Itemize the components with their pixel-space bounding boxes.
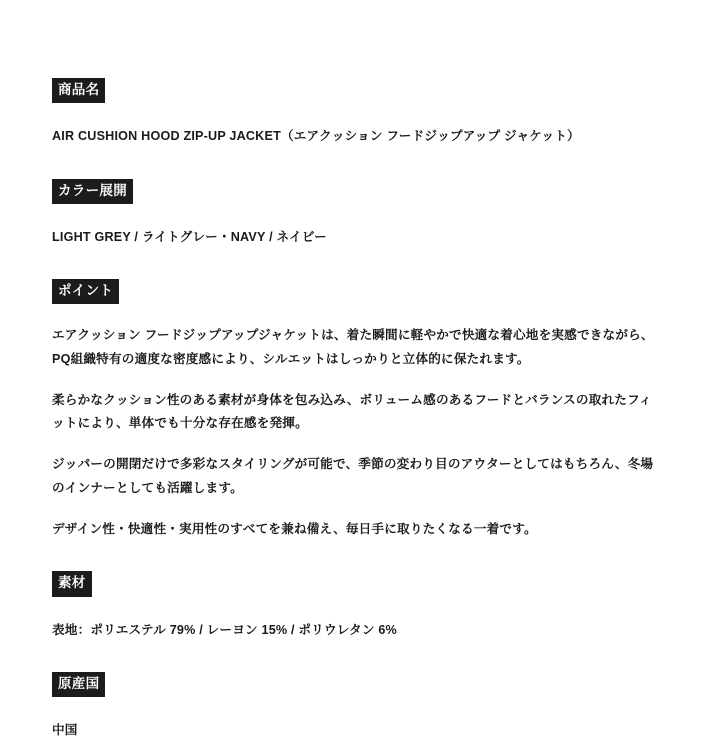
point-paragraph-3: ジッパーの開閉だけで多彩なスタイリングが可能で、季節の変わり目のアウターとしてはもちろん、冬場のインナーとしても活躍します。 — [52, 457, 654, 495]
spacer — [52, 642, 663, 672]
spacer — [52, 249, 663, 279]
section-heading-material: 素材 — [52, 571, 92, 596]
spacer — [52, 541, 663, 571]
section-color-lineup — [52, 179, 663, 250]
section-heading-wrap — [52, 672, 663, 697]
point-paragraph-1: エアクッション フードジップアップジャケットは、着た瞬間に軽やかで快適な着心地を実感できながら、PQ組織特有の適度な密度感により、シルエットはしっかりと立体的に保たれます。 — [52, 328, 654, 366]
section-heading-points: ポイント — [52, 279, 119, 304]
spacer — [52, 149, 663, 179]
spacer — [52, 435, 663, 453]
spacer — [52, 304, 663, 324]
section-points — [52, 279, 663, 541]
spacer — [52, 371, 663, 389]
section-heading-wrap — [52, 279, 663, 304]
section-heading-wrap — [52, 571, 663, 596]
spacer — [52, 597, 663, 619]
material-text: 表地：ポリエステル 79% / レーヨン 15% / ポリウレタン 6% — [52, 622, 397, 637]
spacer — [52, 500, 663, 518]
section-heading-wrap — [52, 179, 663, 204]
section-product-name — [52, 78, 663, 149]
spacer — [52, 697, 663, 719]
section-heading-color-lineup: カラー展開 — [52, 179, 133, 204]
country-of-origin-text: 中国 — [52, 723, 78, 738]
spacer — [52, 103, 663, 125]
point-paragraph-2: 柔らかなクッション性のある素材が身体を包み込み、ボリューム感のあるフードとバランスの取れたフィットにより、単体でも十分な存在感を発揮。 — [52, 392, 652, 431]
section-heading-wrap — [52, 78, 663, 103]
section-material — [52, 571, 663, 642]
spacer — [52, 204, 663, 226]
color-lineup-text: LIGHT GREY / ライトグレー・NAVY / ネイビー — [52, 229, 327, 244]
point-paragraph-4: デザイン性・快適性・実用性のすべてを兼ね備え、毎日手に取りたくなる一着です。 — [52, 522, 537, 537]
section-heading-product-name: 商品名 — [52, 78, 105, 103]
product-name-text: AIR CUSHION HOOD ZIP-UP JACKET（エアクッション フードジップアップ ジャケット） — [52, 129, 580, 144]
section-heading-country-of-origin: 原産国 — [52, 672, 105, 697]
section-country-of-origin — [52, 672, 663, 742]
